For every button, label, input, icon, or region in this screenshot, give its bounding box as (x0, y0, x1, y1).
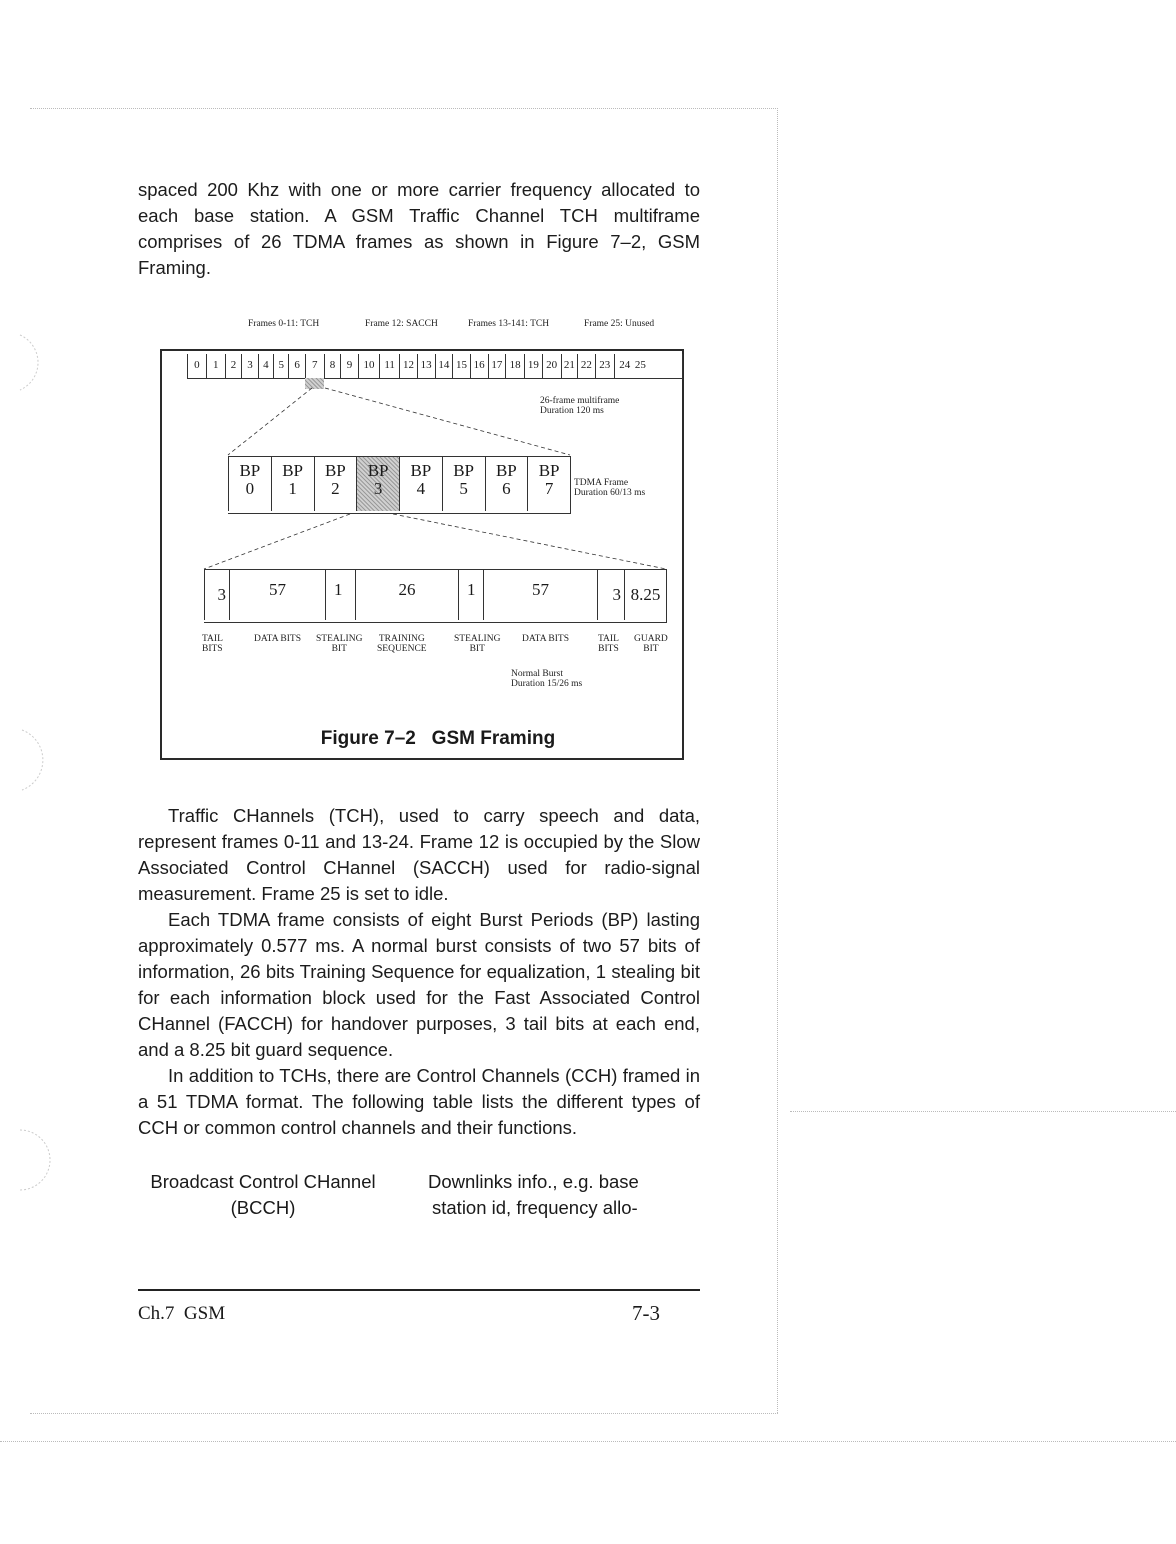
burst-field-label-1 (254, 634, 301, 644)
burst-period-top-label: BP (453, 461, 475, 480)
burst-field-3: 26 (355, 570, 458, 620)
frame-cell-19: 19 (524, 354, 542, 378)
burst-field-5: 57 (483, 570, 597, 620)
scan-border-lower (0, 1441, 1176, 1442)
burst-field-label-line: TAIL (598, 634, 619, 644)
binder-holes (0, 330, 70, 1210)
normal-burst-line1: Normal Burst (511, 669, 563, 679)
burst-period-number: 5 (459, 479, 468, 498)
scan-border-mid-right (790, 1111, 1176, 1112)
burst-period-5 (442, 457, 485, 511)
burst-field-label-line: DATA BITS (254, 634, 302, 644)
burst-field-label-line: BIT (469, 644, 485, 654)
burst-period-number: 3 (373, 479, 383, 498)
burst-period-top-label: BP (538, 461, 560, 480)
frame-cell-12: 12 (399, 354, 417, 378)
burst-period-2 (314, 457, 357, 511)
cch-function-line2: station id, frequency allo- (432, 1197, 638, 1218)
frame-cell-2: 2 (225, 354, 242, 378)
frame-cell-25: 25 (634, 359, 646, 371)
frame-cell-23: 23 (595, 354, 614, 378)
burst-field-label-line: STEALING (454, 634, 501, 644)
frame-cell-4: 4 (258, 354, 273, 378)
burst-period-top-label: BP (495, 461, 517, 480)
footer-page-number: 7-3 (632, 1301, 660, 1325)
scan-border-right (777, 108, 778, 1413)
burst-field-label-6 (598, 634, 619, 654)
burst-period-number: 7 (544, 479, 554, 498)
intro-paragraph: spaced 200 Khz with one or more carrier frequency allocated to each base station. A GSM Traffic Channel TCH multiframe comprises of 26 TDMA frames as shown in Figure 7–2, GSM Framing. (138, 179, 700, 278)
frame-cell-22: 22 (577, 354, 595, 378)
burst-field-label-5 (522, 634, 569, 644)
burst-field-label-4 (454, 634, 500, 654)
header-label-tch-2: Frames 13-141: TCH (468, 319, 550, 329)
burst-period-top-label: BP (324, 461, 346, 480)
frame-cell-3: 3 (241, 354, 258, 378)
multiframe-label-line1: 26-frame multiframe (540, 396, 620, 406)
burst-field-label-line: BIT (331, 644, 347, 654)
normal-burst-line2: Duration 15/26 ms (511, 679, 583, 689)
burst-field-label-0 (202, 634, 223, 654)
frame-cell-5: 5 (273, 354, 288, 378)
burst-period-4 (399, 457, 442, 511)
burst-field-0: 3 (204, 570, 229, 620)
footer-rule (138, 1289, 700, 1291)
burst-field-label-3 (377, 634, 427, 654)
footer-chapter: Ch.7 GSM (138, 1303, 226, 1324)
normal-burst-label (511, 669, 582, 689)
normal-burst-row (204, 569, 667, 623)
cch-function-line1: Downlinks info., e.g. base (428, 1171, 639, 1192)
figure-box (160, 349, 684, 760)
scan-border-bottom (30, 1413, 778, 1414)
burst-field-label-2 (316, 634, 362, 654)
frame-cell-9: 9 (340, 354, 358, 378)
multiframe-label-line2: Duration 120 ms (540, 406, 604, 416)
burst-period-number: 1 (288, 479, 297, 498)
frame-cell-7: 7 (305, 354, 324, 378)
burst-period-number: 6 (502, 479, 511, 498)
burst-field-label-line: TRAINING (378, 634, 425, 644)
figure-caption: Figure 7–2 GSM Framing (320, 728, 556, 749)
burst-field-label-line: SEQUENCE (377, 644, 427, 654)
cch-name-line1: Broadcast Control CHannel (150, 1171, 376, 1192)
burst-period-top-label: BP (282, 461, 304, 480)
burst-field-label-7 (634, 634, 668, 654)
frame-cell-1: 1 (206, 354, 225, 378)
burst-period-number: 0 (245, 479, 255, 498)
tdma-frame-label (574, 478, 645, 498)
tdma-label-line2: Duration 60/13 ms (574, 488, 646, 498)
burst-field-label-line: DATA BITS (522, 634, 570, 644)
paragraph-tdma-frame: Each TDMA frame consists of eight Burst Periods (BP) lasting approximately 0.577 ms. A normal burst consists of two 57 bits of information, 26 bits Training Sequence for equalization, 1 stealing bit for each information block used for the Fast Associated Control CHannel (FACCH) for handover purposes, 3 tail bits at each end, and a 8.25 bit guard sequence. (138, 909, 700, 1060)
paragraph-control-channels: In addition to TCHs, there are Control Channels (CCH) framed in a 51 TDMA format. The following table lists the different types of CCH or common control channels and their functions. (138, 1065, 700, 1138)
burst-field-label-line: GUARD (634, 634, 668, 644)
frame-cell-6: 6 (288, 354, 305, 378)
frame-cell-20: 20 (542, 354, 561, 378)
burst-period-number: 4 (416, 479, 426, 498)
frame-cell-18: 18 (505, 354, 524, 378)
tdma-frame-row (228, 456, 571, 514)
burst-field-label-line: BIT (643, 644, 659, 654)
frame-cell-21: 21 (561, 354, 578, 378)
burst-field-7: 8.25 (624, 570, 666, 620)
burst-field-label-line: BITS (598, 644, 619, 654)
paragraph-traffic-channels: Traffic CHannels (TCH), used to carry speech and data, represent frames 0-11 and 13-24. Frame 12 is occupied by the Slow Associated Control CHannel (SACCH) used for radio-signal measurement. Frame 25 is set to idle. (138, 805, 700, 904)
burst-period-number: 2 (331, 479, 340, 498)
frame-cell-24: 24 (614, 354, 635, 378)
burst-period-top-label: BP (239, 461, 261, 480)
frame-cell-16: 16 (470, 354, 488, 378)
burst-period-3 (356, 457, 399, 511)
frame-cell-10: 10 (358, 354, 379, 378)
burst-field-2: 1 (325, 570, 355, 620)
header-label-sacch: Frame 12: SACCH (365, 319, 438, 329)
scan-border-top (30, 108, 778, 109)
header-label-tch-1: Frames 0-11: TCH (248, 319, 320, 329)
cch-name-cell (138, 1169, 388, 1221)
burst-period-top-label: BP (367, 461, 389, 480)
frame-cell-13: 13 (417, 354, 435, 378)
connector-lines (162, 351, 682, 761)
burst-period-6 (485, 457, 528, 511)
cch-function-cell (428, 1169, 668, 1221)
burst-field-1: 57 (229, 570, 325, 620)
burst-field-label-line: STEALING (316, 634, 363, 644)
tdma-label-line1: TDMA Frame (574, 478, 629, 488)
frame-cell-17: 17 (488, 354, 506, 378)
burst-field-label-line: BITS (202, 644, 223, 654)
frame-cell-15: 15 (452, 354, 470, 378)
burst-field-6: 3 (597, 570, 624, 620)
burst-period-top-label: BP (410, 461, 432, 480)
cch-name-line2: (BCCH) (230, 1197, 296, 1218)
burst-period-0 (228, 457, 271, 511)
burst-field-label-line: TAIL (202, 634, 223, 644)
burst-period-7 (527, 457, 570, 511)
frame-cell-14: 14 (435, 354, 453, 378)
frame-cell-11: 11 (379, 354, 399, 378)
frame-cell-0: 0 (187, 354, 206, 378)
burst-field-4: 1 (458, 570, 483, 620)
frame-cell-8: 8 (324, 354, 341, 378)
header-label-unused: Frame 25: Unused (584, 319, 655, 329)
burst-period-1 (271, 457, 314, 511)
